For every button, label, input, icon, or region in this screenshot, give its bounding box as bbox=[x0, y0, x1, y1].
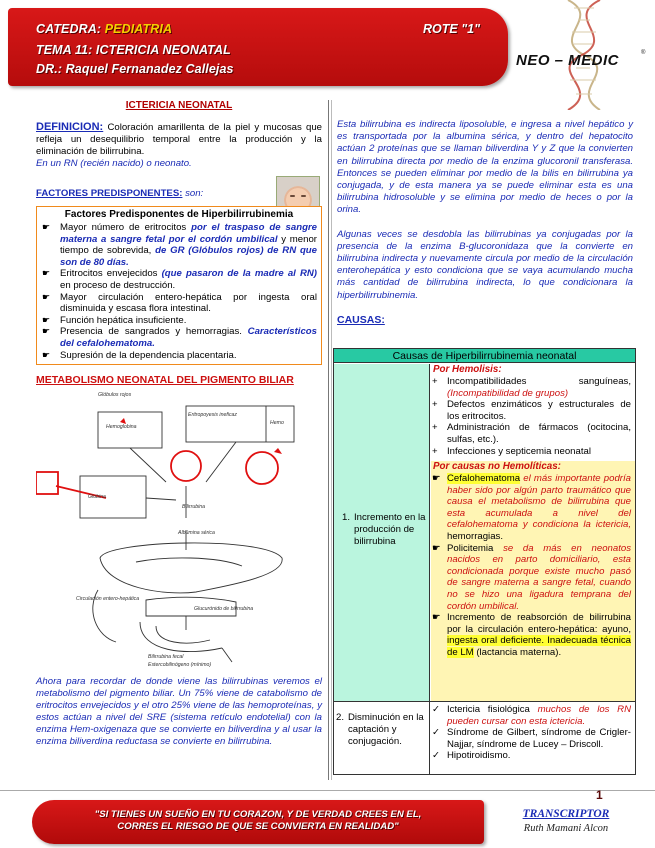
factor-text: Presencia de sangrados y hemorragias. bbox=[60, 326, 248, 338]
hemolisis-list bbox=[431, 376, 635, 457]
plus-bullet-icon: + bbox=[432, 445, 438, 457]
row2-item bbox=[431, 750, 631, 762]
policitemia-term: Policitemia bbox=[447, 542, 494, 554]
check-bullet-icon: ✓ bbox=[432, 727, 440, 739]
row2-items-cell bbox=[431, 702, 635, 774]
pointer-bullet-icon: ☛ bbox=[432, 542, 441, 554]
pointer-bullet-icon: ☛ bbox=[42, 222, 51, 232]
hemolisis-item bbox=[431, 399, 631, 422]
factor-text: Mayor circulación entero-hepática por ingesta oral disminuida y escasa flora intestinal. bbox=[60, 291, 317, 315]
quote-banner bbox=[32, 800, 484, 844]
factor-text: Eritrocitos envejecidos bbox=[60, 268, 162, 280]
row1-label bbox=[342, 512, 426, 548]
row2-list bbox=[431, 702, 635, 762]
rote-label: ROTE "1" bbox=[423, 22, 481, 36]
catedra-value: PEDIATRIA bbox=[104, 22, 173, 36]
footer-divider bbox=[0, 790, 655, 791]
hemolisis-text: Infecciones y septicemia neonatal bbox=[447, 445, 591, 457]
metabolismo-paragraph: Ahora para recordar de donde viene las bilirrubinas veremos el metabolismo del pigmento biliar. Un 75% viene de catabolismo de eritrocitos envejecidos y el otro 25% viene de las hemoproteínas, y estos actúan a nivel del SRE (sistema retículo endotelial) con la enzima Hem-oxigenaza que se convierte en biliverdina y al usar la enzima biliverdina reductasa se convierte en bilirrubina. bbox=[36, 676, 322, 748]
diagram-label-glucuronido: Glucurónido de bilirrubina bbox=[194, 606, 254, 613]
hemolisis-heading: Por Hemolisis: bbox=[433, 364, 502, 375]
left-column bbox=[36, 100, 322, 748]
metabolism-diagram bbox=[36, 390, 322, 672]
factor-item bbox=[41, 315, 317, 327]
definition-label: DEFINICION: bbox=[36, 121, 104, 133]
catedra-line bbox=[36, 22, 172, 36]
diagram-label-estercobilinogeno: Estercobilinógeno (mínimo) bbox=[148, 662, 212, 669]
hemolisis-text: Incompatibilidades sanguíneas, bbox=[447, 376, 631, 387]
plus-bullet-icon: + bbox=[432, 399, 438, 411]
plus-bullet-icon: + bbox=[432, 376, 438, 387]
hemolisis-item bbox=[431, 446, 631, 458]
pointer-bullet-icon: ☛ bbox=[42, 314, 51, 325]
hemolisis-cell bbox=[431, 364, 635, 461]
factor-text: Característicos del cefalohematoma. bbox=[60, 326, 317, 349]
row2-label-cell bbox=[334, 702, 430, 774]
diagram-label-circulacion: Circulación entero-hepática bbox=[76, 596, 140, 603]
pointer-bullet-icon: ☛ bbox=[42, 268, 51, 279]
factor-text: (que pasaron de la madre al RN) bbox=[161, 268, 318, 280]
check-bullet-icon: ✓ bbox=[432, 704, 440, 715]
section-title: ICTERICIA NEONATAL bbox=[125, 100, 233, 111]
page-number: 1 bbox=[596, 788, 603, 802]
column-divider bbox=[328, 100, 329, 780]
causes-table bbox=[333, 348, 636, 775]
definition-paragraph bbox=[36, 121, 322, 158]
row1-label-cell bbox=[334, 364, 430, 701]
reabsorcion-text: Incremento de reabsorción de bilirrubina por la circulación entero-hepática: ayuno, bbox=[447, 612, 631, 635]
row2-label bbox=[336, 712, 428, 748]
diagram-label-eritropoyesis: Eritropoyesis ineficaz bbox=[188, 412, 238, 419]
pointer-bullet-icon: ☛ bbox=[42, 291, 51, 302]
logo-text: NEO – MEDIC bbox=[516, 52, 620, 69]
definition-text: Coloración amarillenta de la piel y mucosas que refleja un desequilibrio temporal entre la producción y la eliminación de bilirrubina. bbox=[36, 122, 322, 157]
quote-line-1: "SI TIENES UN SUEÑO EN TU CORAZON, Y DE VERDAD CREES EN EL, bbox=[94, 809, 422, 820]
check-bullet-icon: ✓ bbox=[432, 750, 440, 762]
transcriptor-block bbox=[507, 808, 625, 834]
hemolisis-text: Defectos enzimáticos y estructurales de los eritrocitos. bbox=[447, 399, 631, 422]
diagram-label-albumina: Albúmina sérica bbox=[178, 530, 215, 537]
row2-label-text: Disminución en la captación y conjugación. bbox=[348, 712, 424, 747]
row2-number: 2. bbox=[336, 712, 345, 723]
transcriptor-name: Ruth Mamani Alcon bbox=[523, 823, 609, 834]
row2-item bbox=[431, 704, 631, 727]
hemolisis-item bbox=[431, 422, 631, 445]
causas-heading: CAUSAS: bbox=[337, 313, 385, 326]
logo-registered: ® bbox=[641, 50, 646, 56]
plus-bullet-icon: + bbox=[432, 422, 438, 434]
catedra-label: CATEDRA: bbox=[36, 22, 102, 36]
doctor-line: DR.: Raquel Fernanadez Callejas bbox=[36, 62, 234, 76]
no-hemoliticas-cell bbox=[431, 461, 635, 701]
diagram-label-hemo: Hemo bbox=[270, 420, 284, 427]
factores-list bbox=[41, 222, 317, 361]
pointer-bullet-icon: ☛ bbox=[432, 473, 441, 484]
metabolismo-heading: METABOLISMO NEONATAL DEL PIGMENTO BILIAR bbox=[36, 374, 294, 387]
factor-item bbox=[41, 326, 317, 349]
reabsorcion-item bbox=[431, 612, 631, 658]
factor-text: de GR (Glóbulos rojos) de RN que son de 80 días. bbox=[60, 245, 317, 268]
diagram-label-globina: Globina bbox=[88, 494, 106, 501]
column-divider-light bbox=[331, 100, 332, 780]
factores-box-title: Factores Predisponentes de Hiperbilirrubinemia bbox=[64, 209, 294, 220]
cefalohematoma-desc: el más importante podría haber sido por algún parto traumático que causa el metabolismo de bilirrubina que esta acumulada a nivel del cefalohematoma y condiciona la ictericia, bbox=[447, 473, 631, 531]
row2-text: Hipotiroidismo. bbox=[447, 750, 511, 762]
diagram-label-hemoglobina: Hemoglobina bbox=[106, 424, 137, 431]
right-column bbox=[337, 119, 633, 331]
desdoble-paragraph: Algunas veces se desdobla las bilirrubinas ya conjugadas por la presencia de la enzima B-glucoronidaza que la convierte en bilirrubina indirecta y nuevamente circula por medio de la circulación enterohepática y esto condiciona que se vaya acumulando mucha más cantidad de bilirrubina indirecta, lo que condicionara la hiperbilirrubinemia. bbox=[337, 228, 633, 301]
bilirrubina-paragraph: Esta bilirrubina es indirecta liposoluble, e ingresa a nivel hepático y es transportada por la albumina sérica, y dentro del hepatocito actúan 2 proteínas que se llaman biliverdina Y y Z que la convierten en bilirrubina directa por medio de la enzima glucoronil transferasa. Entonces se pueden eliminar por medio de la bilis en bilirrubina ya conjugada, y de esta manera ya se puede eliminar esta es una bilirrubina hidrosoluble y se elimina por medio de heces o por la orina. bbox=[337, 119, 633, 216]
pointer-bullet-icon: ☛ bbox=[42, 326, 51, 337]
diagram-label-fecal: Bilirrubina fecal bbox=[148, 654, 184, 661]
factor-text: Función hepática insuficiente. bbox=[60, 314, 187, 326]
row2-text: Ictericia fisiológica bbox=[447, 704, 538, 715]
pointer-bullet-icon: ☛ bbox=[42, 349, 51, 360]
reabsorcion-highlight: ingesta oral deficiente. Inadecuada técnica de LM bbox=[447, 635, 631, 658]
hemolisis-text: Administración de fármacos (ocitocina, sulfas, etc.). bbox=[447, 422, 631, 445]
row1-number: 1. bbox=[342, 512, 351, 523]
factor-item bbox=[41, 350, 317, 362]
row1-label-text: Incremento en la producción de bilirrubina bbox=[354, 512, 426, 547]
row2-text: Síndrome de Gilbert, síndrome de Crigler-Najjar, síndrome de Lucey – Driscoll. bbox=[447, 727, 631, 750]
transcriptor-label: TRANSCRIPTOR bbox=[522, 808, 610, 820]
factor-text: Mayor número de eritrocitos bbox=[60, 222, 192, 233]
cefalohematoma-item bbox=[431, 473, 631, 543]
factor-text: por el traspaso de sangre materna a sangre fetal por el cordón umbilical bbox=[60, 222, 317, 245]
factor-text: en proceso de destrucción. bbox=[60, 279, 176, 291]
quote-line-2: CORRES EL RIESGO DE QUE SE CONVIERTA EN REALIDAD" bbox=[117, 821, 399, 832]
diagram-label-bilirrubina: Bilirrubina bbox=[182, 504, 206, 511]
policitemia-desc: se da más en neonatos nacidos en parto domiciliario, esta condicionada porque existe mucho pasó de sangre materna a sangre fetal, cuando no se hizo una ligadura temprana del cordón umbilical. bbox=[447, 542, 631, 612]
factor-item bbox=[41, 222, 317, 268]
factor-text: Supresión de la dependencia placentaria. bbox=[60, 349, 237, 361]
causes-table-header: Causas de Hiperbilirrubinemia neonatal bbox=[334, 349, 635, 363]
cefalohematoma-term: Cefalohematoma bbox=[447, 473, 521, 484]
factor-item bbox=[41, 292, 317, 315]
pointer-bullet-icon: ☛ bbox=[432, 612, 441, 624]
tema-line: TEMA 11: ICTERICIA NEONATAL bbox=[36, 43, 231, 57]
header-banner bbox=[8, 8, 508, 86]
neo-medic-logo bbox=[508, 0, 655, 110]
hemolisis-item bbox=[431, 376, 631, 399]
factores-son: son: bbox=[182, 188, 204, 199]
row2-note: muchos de los RN pueden cursar con esta ictericia. bbox=[447, 704, 631, 727]
factor-item bbox=[41, 268, 317, 291]
reabsorcion-tail: (lactancia materna). bbox=[473, 646, 562, 658]
factor-text: y menor tiempo de sobrevida, bbox=[60, 233, 317, 257]
row2-item bbox=[431, 727, 631, 750]
policitemia-item bbox=[431, 543, 631, 613]
factores-label: FACTORES PREDISPONENTES: bbox=[36, 188, 183, 199]
no-hemoliticas-heading: Por causas no Hemolíticas: bbox=[431, 461, 635, 472]
cefalohematoma-tail: hemorragias. bbox=[447, 530, 503, 542]
definition-note: En un RN (recién nacido) o neonato. bbox=[36, 158, 192, 169]
factores-box bbox=[36, 206, 322, 365]
diagram-label-globulos: Glóbulos rojos bbox=[98, 392, 132, 399]
hemolisis-note: (Incompatibilidad de grupos) bbox=[447, 387, 569, 399]
